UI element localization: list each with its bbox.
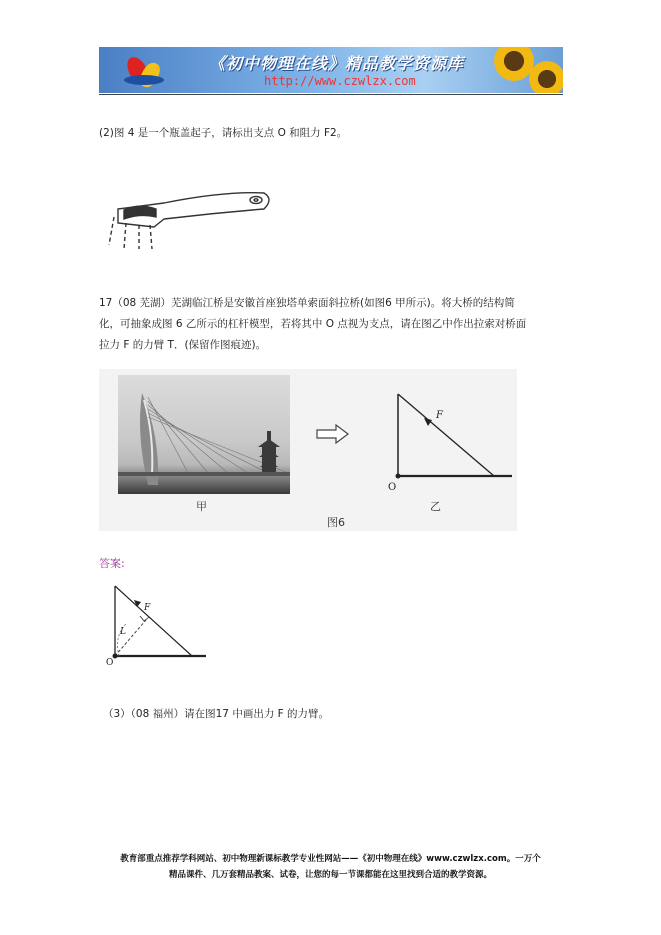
- question-17-line2: 化，可抽象成图 6 乙所示的杠杆模型，若将其中 O 点视为支点，请在图乙中作出拉索对桥面: [99, 318, 527, 330]
- arrow-right-icon: [316, 424, 350, 444]
- question-2-text: (2)图 4 是一个瓶盖起子，请标出支点 O 和阻力 F2。: [99, 127, 348, 139]
- banner-url[interactable]: http://www.czwlzx.com: [264, 74, 416, 88]
- answer-force-label: F: [144, 603, 151, 613]
- bridge-tower: [140, 393, 158, 485]
- banner-title: 《初中物理在线》精品教学资源库: [209, 54, 465, 73]
- header-banner: [99, 47, 563, 93]
- force-arm-line: [115, 620, 146, 656]
- origin-label: O: [388, 482, 397, 493]
- question-3-text: （3）（08 福州）请在图17 中画出力 F 的力臂。: [103, 708, 330, 720]
- page-footer: [0, 851, 661, 883]
- bottle-opener-figure: [104, 183, 274, 253]
- figure-label-jia: 甲: [196, 500, 207, 513]
- answer-diagram: [104, 584, 208, 666]
- bridge-deck: [118, 472, 290, 476]
- question-17-line1: 17（08 芜湖）芜湖临江桥是安徽首座独塔单索面斜拉桥(如图6 甲所示)。将大桥的结构简: [99, 297, 515, 309]
- bottle-opener-drawing: [109, 193, 269, 249]
- answer-label: 答案:: [99, 557, 125, 570]
- question-17-line3: 拉力 F 的力臂 T．(保留作图痕迹)。: [99, 339, 267, 351]
- lever-model-diagram: [388, 388, 514, 493]
- right-angle-mark: [140, 616, 149, 621]
- logo-icon-base: [124, 75, 164, 85]
- bridge-photo: [118, 375, 290, 494]
- cable-line: [398, 394, 494, 476]
- pagoda: [258, 431, 280, 472]
- bridge-illustration: [118, 375, 290, 494]
- header-rule: [99, 94, 563, 95]
- pivot-point: [396, 474, 401, 479]
- sunflower-icon: [529, 61, 563, 93]
- answer-origin-label: O: [106, 658, 114, 666]
- footer-line1: 教育部重点推荐学科网站、初中物理新课标教学专业性网站——《初中物理在线》www.czwlzx.com。一万个: [120, 854, 541, 864]
- sunflower-icon: [494, 47, 534, 81]
- footer-line2: 精品课件、几万套精品教案、试卷，让您的每一节课都能在这里找到合适的教学资源。: [168, 870, 492, 880]
- figure-label-yi: 乙: [430, 500, 441, 513]
- figure-caption: 图6: [327, 516, 345, 529]
- answer-cable: [115, 586, 192, 656]
- answer-arm-label: L: [120, 627, 126, 637]
- force-label: F: [436, 410, 443, 421]
